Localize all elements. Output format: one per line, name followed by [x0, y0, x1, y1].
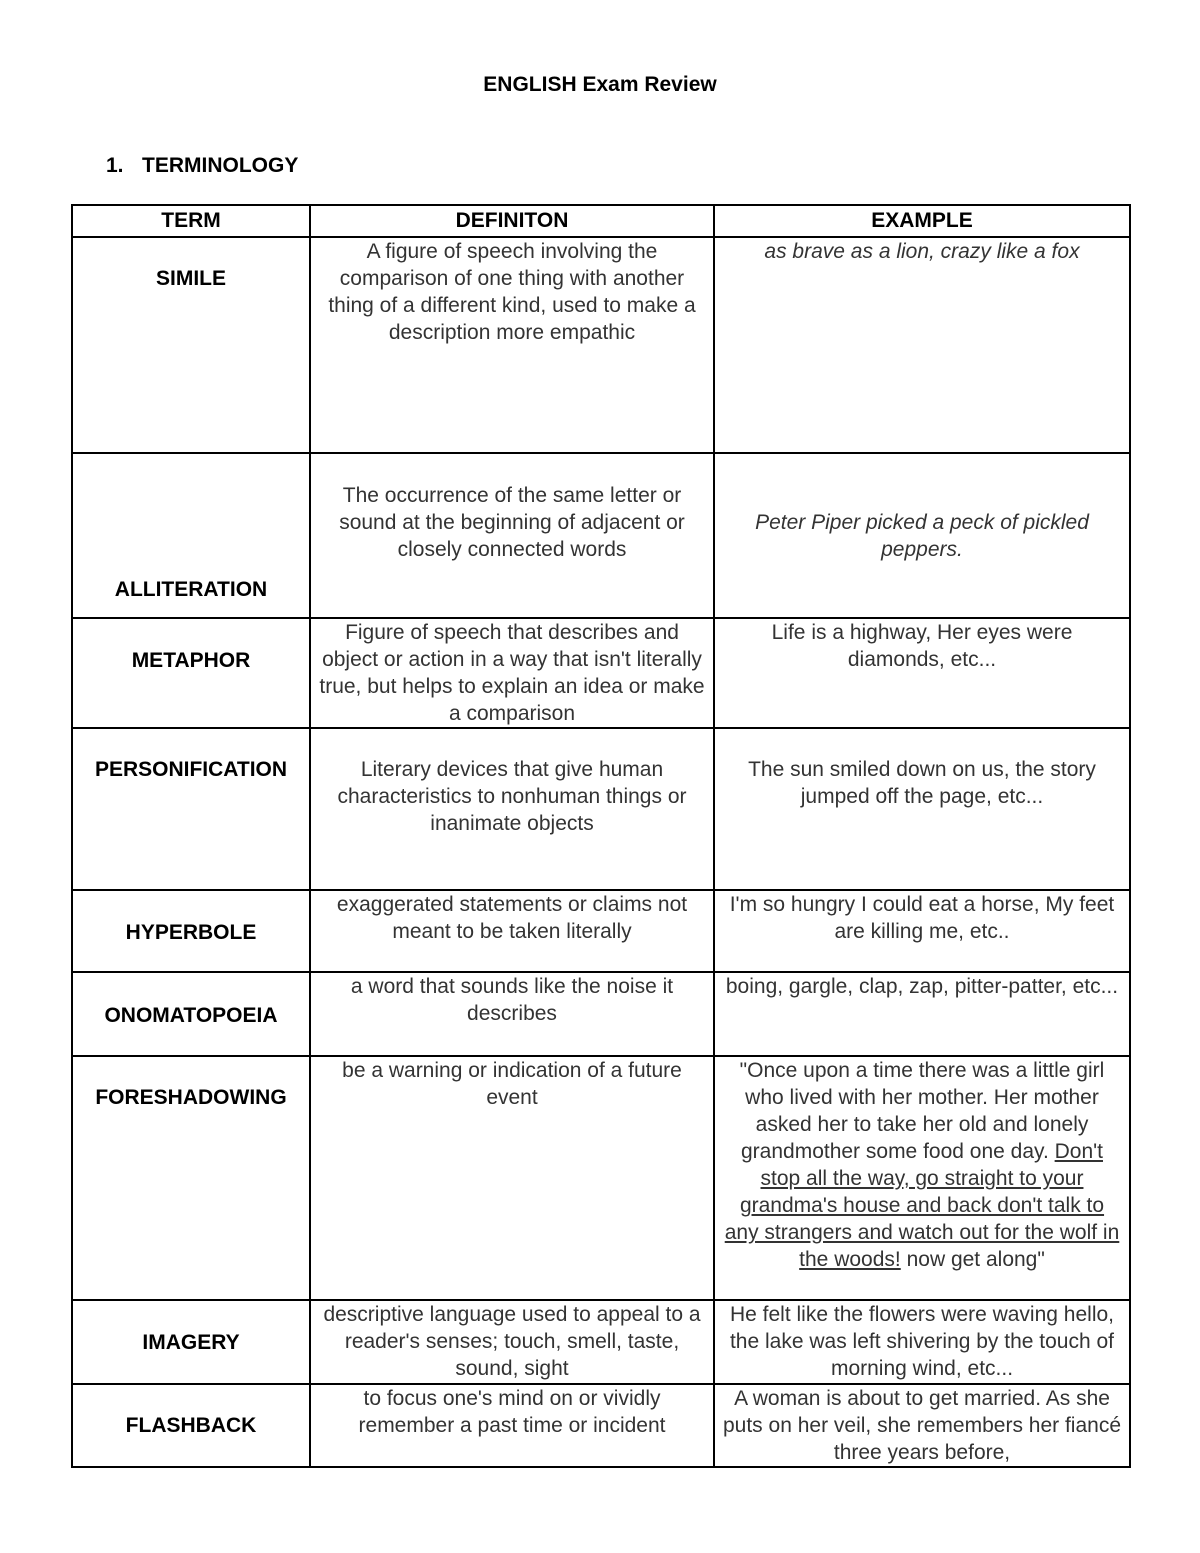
- term-cell: IMAGERY: [72, 1300, 310, 1384]
- table-row: [72, 618, 1130, 728]
- example-cell: boing, gargle, clap, zap, pitter-patter, etc...: [714, 972, 1130, 1056]
- header-definition: DEFINITON: [310, 205, 714, 237]
- example-cell: as brave as a lion, crazy like a fox: [714, 237, 1130, 453]
- definition-cell: descriptive language used to appeal to a reader's senses; touch, smell, taste, sound, sight: [310, 1300, 714, 1384]
- definition-cell: Figure of speech that describes and object or action in a way that isn't literally true, but helps to explain an idea or make a comparison: [310, 618, 714, 728]
- definition-cell: The occurrence of the same letter or sound at the beginning of adjacent or closely connected words: [310, 453, 714, 618]
- table-row: [72, 728, 1130, 890]
- table-row: [72, 237, 1130, 453]
- definition-cell: Literary devices that give human characteristics to nonhuman things or inanimate objects: [310, 728, 714, 890]
- example-cell: A woman is about to get married. As she puts on her veil, she remembers her fiancé three years before,: [714, 1384, 1130, 1467]
- term-cell: PERSONIFICATION: [72, 728, 310, 890]
- header-example: EXAMPLE: [714, 205, 1130, 237]
- table-row: [72, 1300, 1130, 1384]
- example-underlined-text: Don't stop all the way, go straight to your grandma's house and back don't talk to any strangers and watch out for the wolf in the woods!: [724, 1140, 1120, 1271]
- term-cell: FORESHADOWING: [72, 1056, 310, 1300]
- terminology-table: [71, 204, 1131, 1468]
- table-row: [72, 1056, 1130, 1300]
- section-title: TERMINOLOGY: [142, 154, 299, 177]
- example-cell: The sun smiled down on us, the story jumped off the page, etc...: [714, 728, 1130, 890]
- definition-cell: exaggerated statements or claims not meant to be taken literally: [310, 890, 714, 972]
- definition-cell: to focus one's mind on or vividly remember a past time or incident: [310, 1384, 714, 1467]
- table-row: [72, 972, 1130, 1056]
- term-cell: ONOMATOPOEIA: [72, 972, 310, 1056]
- definition-cell: A figure of speech involving the comparison of one thing with another thing of a different kind, used to make a description more empathic: [310, 237, 714, 453]
- section-heading: [106, 153, 298, 179]
- example-cell: I'm so hungry I could eat a horse, My feet are killing me, etc..: [714, 890, 1130, 972]
- example-cell: He felt like the flowers were waving hello, the lake was left shivering by the touch of morning wind, etc...: [714, 1300, 1130, 1384]
- table-row: [72, 1384, 1130, 1467]
- document-title: ENGLISH Exam Review: [483, 73, 717, 96]
- term-cell: SIMILE: [72, 237, 310, 453]
- example-text-end: now get along": [900, 1248, 1045, 1271]
- example-cell: Peter Piper picked a peck of pickled peppers.: [714, 453, 1130, 618]
- term-cell: FLASHBACK: [72, 1384, 310, 1467]
- section-number: 1.: [106, 154, 124, 177]
- header-term: TERM: [72, 205, 310, 237]
- term-cell: METAPHOR: [72, 618, 310, 728]
- term-cell: HYPERBOLE: [72, 890, 310, 972]
- term-cell: ALLITERATION: [72, 453, 310, 618]
- table-header-row: [72, 205, 1130, 237]
- table-row: [72, 890, 1130, 972]
- example-text: "Once upon a time there was a little girl who lived with her mother. Her mother asked her to take her old and lonely grandmother some food one day.: [739, 1059, 1105, 1163]
- example-cell: [714, 1056, 1130, 1300]
- definition-cell: be a warning or indication of a future event: [310, 1056, 714, 1300]
- table-row: [72, 453, 1130, 618]
- definition-cell: a word that sounds like the noise it describes: [310, 972, 714, 1056]
- example-cell: Life is a highway, Her eyes were diamonds, etc...: [714, 618, 1130, 728]
